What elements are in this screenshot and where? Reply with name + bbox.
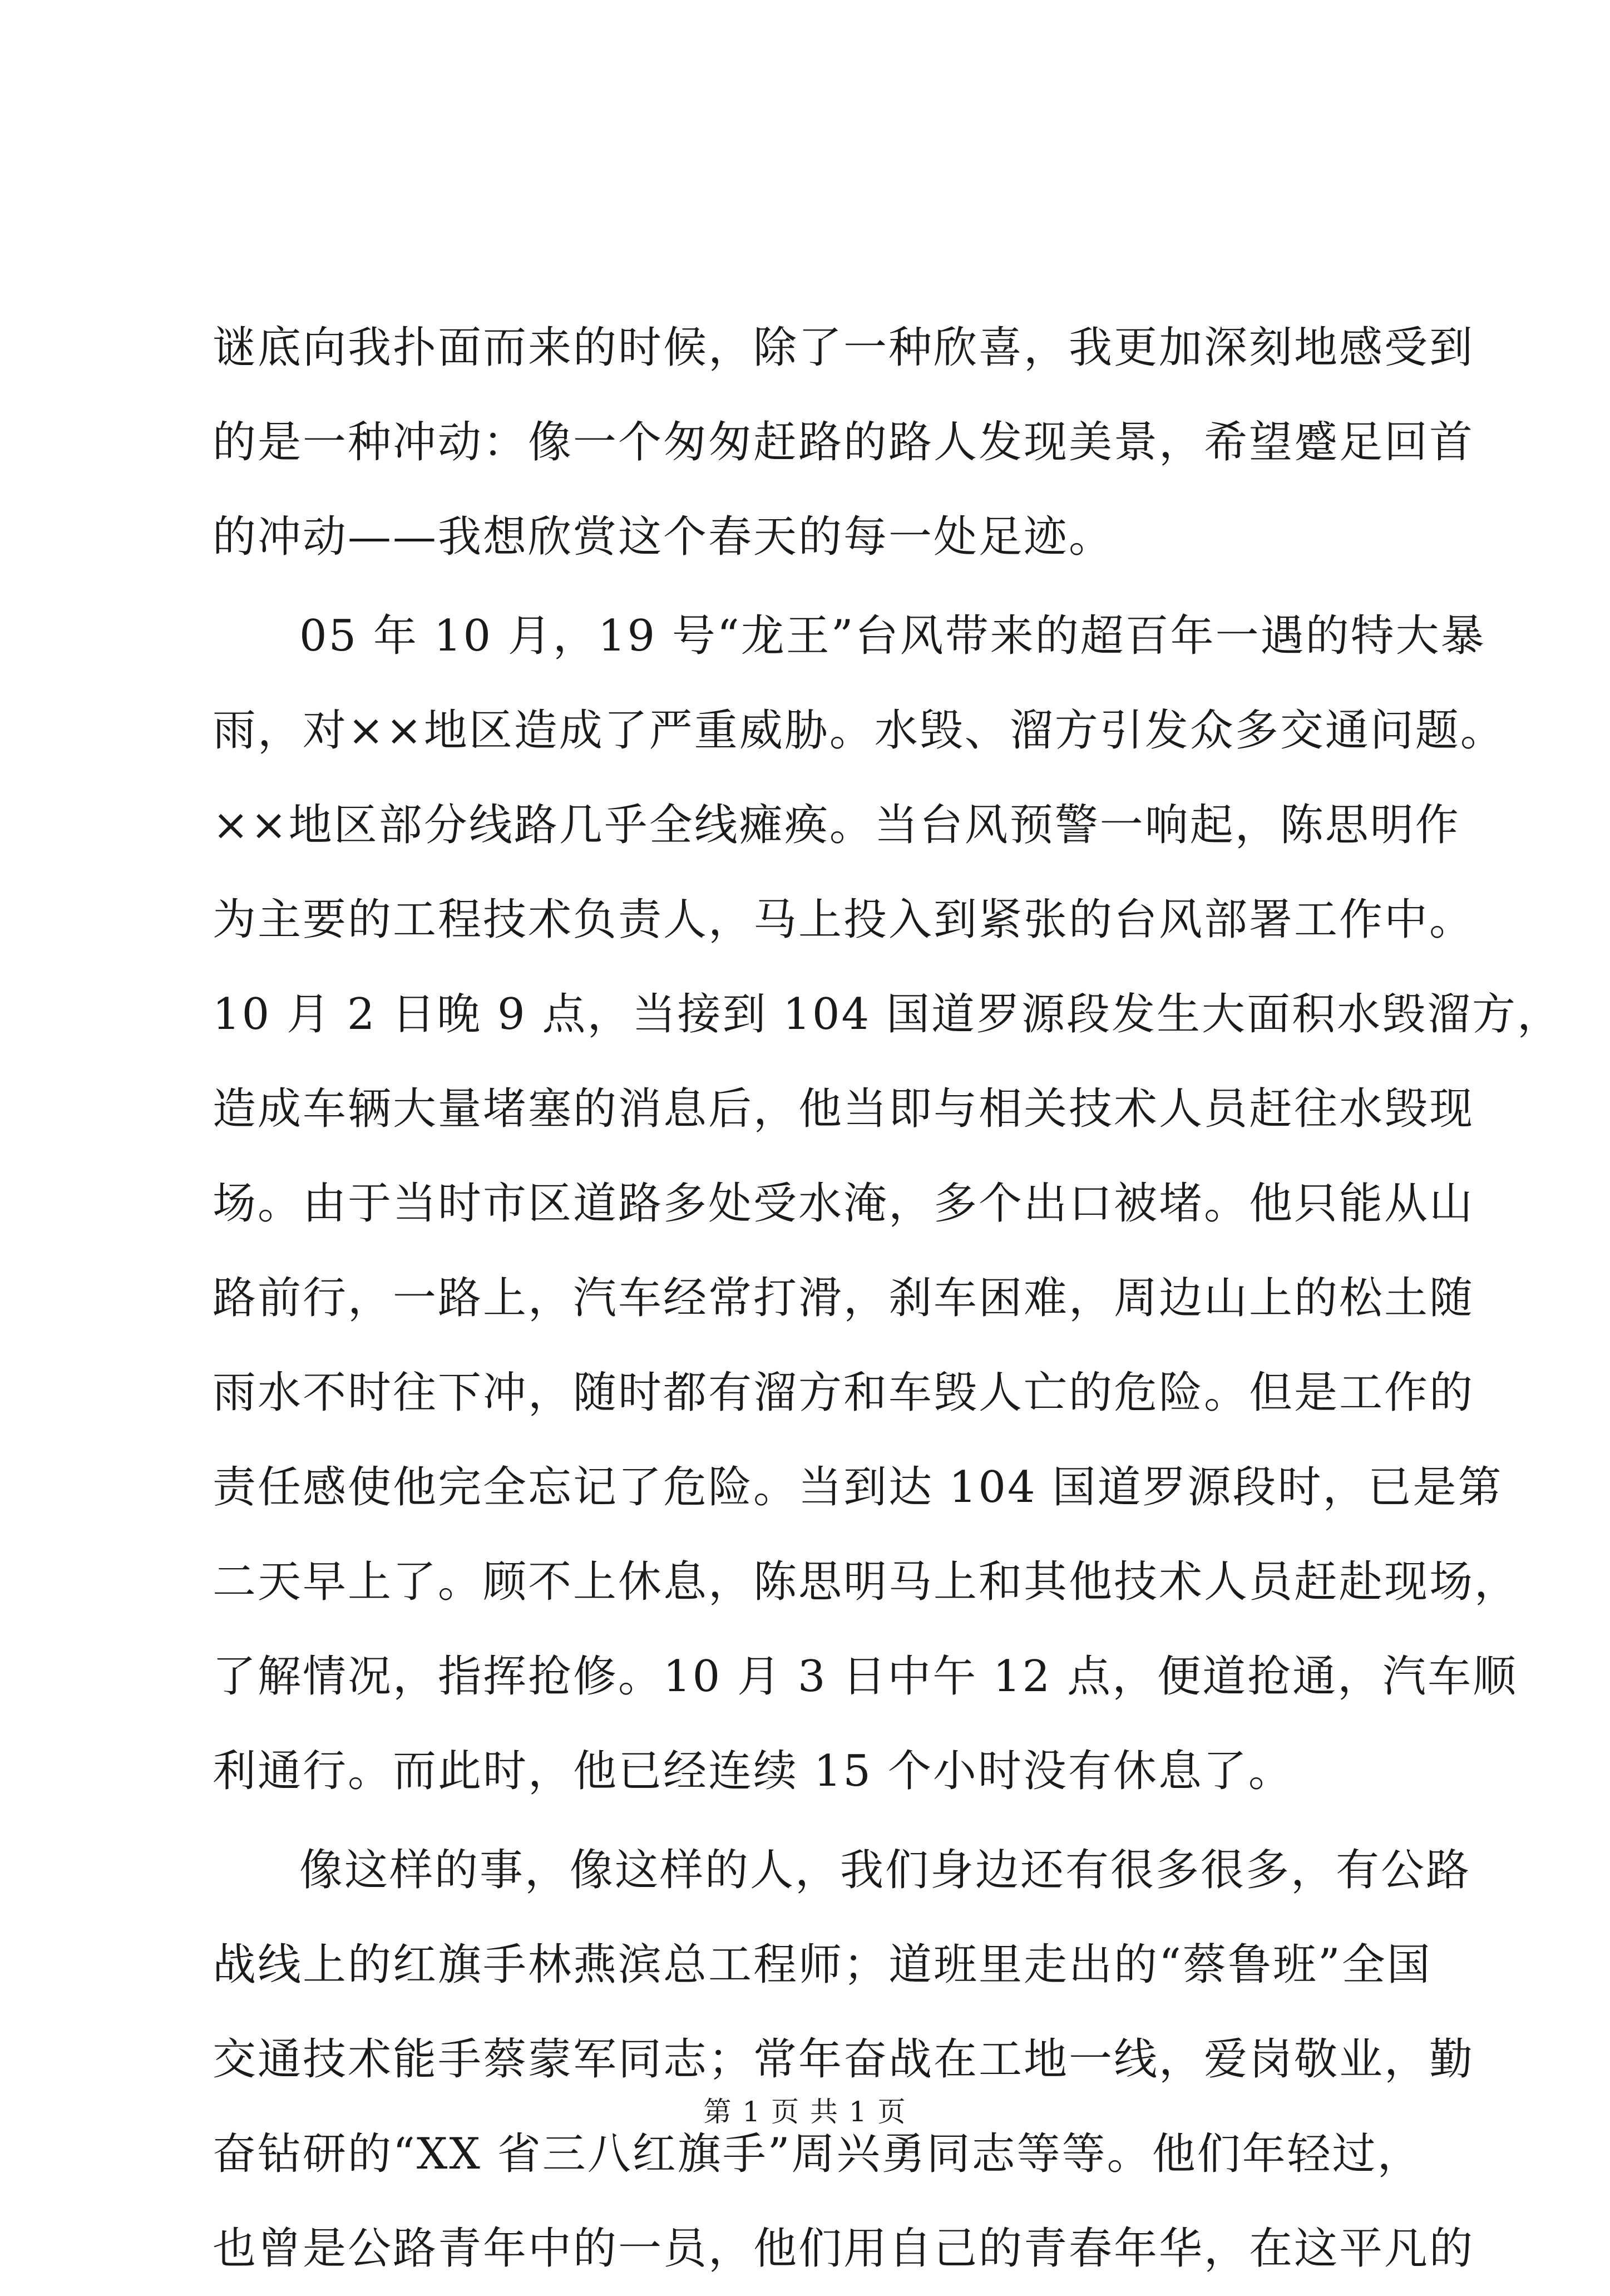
text-line: 的是一种冲动：像一个匆匆赶路的路人发现美景，希望蹙足回首 bbox=[213, 417, 1475, 467]
text-line: 为主要的工程技术负责人，马上投入到紧张的台风部署工作中。 bbox=[213, 895, 1475, 945]
text-line: 雨，对××地区造成了严重威胁。水毁、溜方引发众多交通问题。 bbox=[213, 706, 1505, 756]
paragraph-1 bbox=[213, 300, 1475, 584]
text-line: 10 月 2 日晚 9 点，当接到 104 国道罗源段发生大面积水毁溜方， bbox=[213, 989, 1562, 1039]
text-line: 交通技术能手蔡蒙军同志；常年奋战在工地一线，爱岗敬业，勤 bbox=[213, 2034, 1475, 2085]
text-line: 的冲动——我想欣赏这个春天的每一处足迹。 bbox=[213, 512, 1114, 562]
text-line: 造成车辆大量堵塞的消息后，他当即与相关技术人员赶往水毁现 bbox=[213, 1084, 1475, 1134]
text-line: 05 年 10 月，19 号“龙王”台风带来的超百年一遇的特大暴 bbox=[299, 611, 1486, 661]
text-line: 场。由于当时市区道路多处受水淹，多个出口被堵。他只能从山 bbox=[213, 1179, 1475, 1229]
text-line: 谜底向我扑面而来的时候，除了一种欣喜，我更加深刻地感受到 bbox=[213, 323, 1475, 373]
paragraph-3 bbox=[213, 1823, 1475, 2296]
text-line: 责任感使他完全忘记了危险。当到达 104 国道罗源段时，已是第 bbox=[213, 1462, 1503, 1512]
page-footer: 第 1 页 共 1 页 bbox=[703, 2096, 907, 2128]
text-line: ××地区部分线路几乎全线瘫痪。当台风预警一响起，陈思明作 bbox=[213, 800, 1460, 850]
text-line: 二天早上了。顾不上休息，陈思明马上和其他技术人员赶赴现场， bbox=[213, 1557, 1520, 1607]
text-line: 了解情况，指挥抢修。10 月 3 日中午 12 点，便道抢通，汽车顺 bbox=[213, 1652, 1518, 1702]
text-line: 战线上的红旗手林燕滨总工程师；道班里走出的“蔡鲁班”全国 bbox=[213, 1940, 1432, 1990]
text-line: 也曾是公路青年中的一员，他们用自己的青春年华，在这平凡的 bbox=[213, 2224, 1475, 2274]
document-body bbox=[213, 300, 1562, 2296]
text-line: 奋钻研的“XX 省三八红旗手”周兴勇同志等等。他们年轻过， bbox=[213, 2129, 1423, 2179]
text-line: 路前行，一路上，汽车经常打滑，刹车困难，周边山上的松土随 bbox=[213, 1273, 1475, 1323]
paragraph-2 bbox=[213, 589, 1562, 1819]
text-line: 利通行。而此时，他已经连续 15 个小时没有休息了。 bbox=[213, 1746, 1293, 1796]
text-line: 雨水不时往下冲，随时都有溜方和车毁人亡的危险。但是工作的 bbox=[213, 1368, 1475, 1418]
text-line: 像这样的事，像这样的人，我们身边还有很多很多，有公路 bbox=[299, 1845, 1471, 1895]
